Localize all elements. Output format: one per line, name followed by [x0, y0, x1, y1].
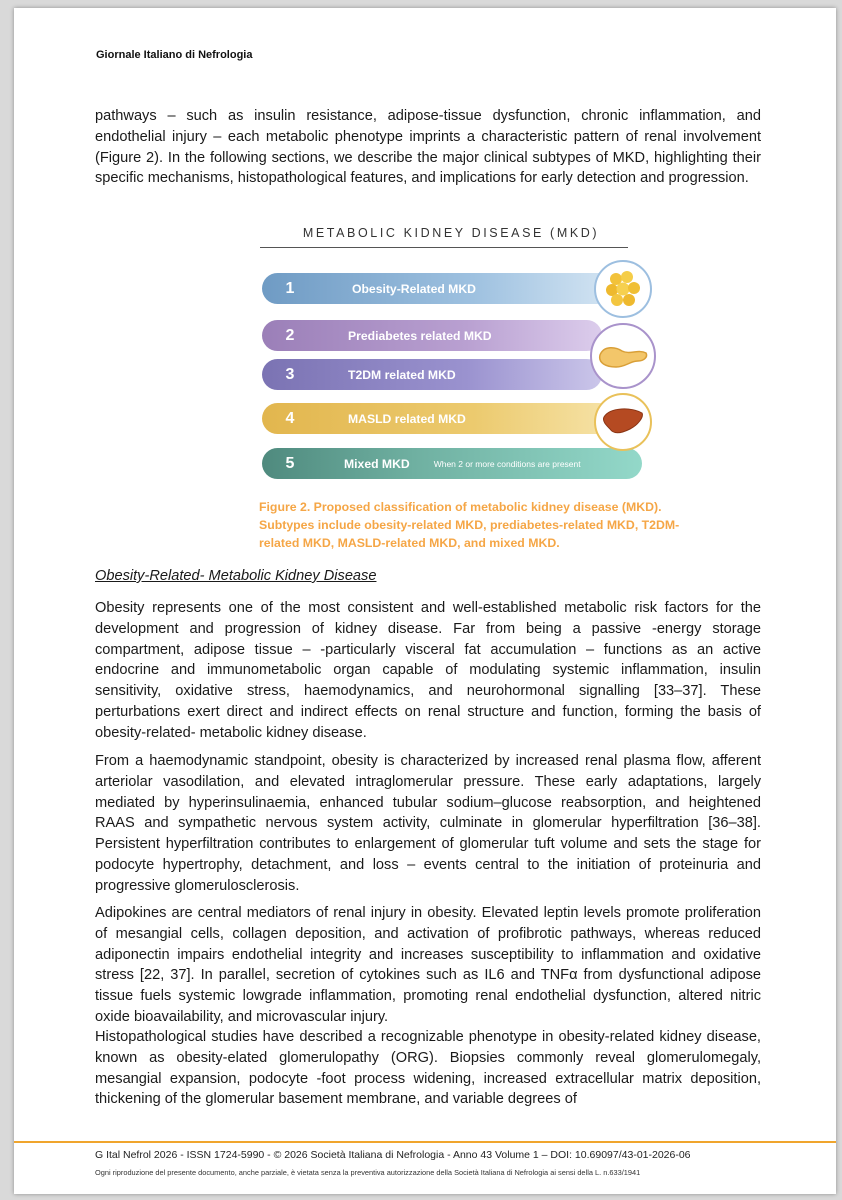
paragraph-4: Histopathological studies have described a recognizable phenotype in obesity-related kidney disease, known as obesity-elated glomerulopathy (ORG). Biopsies commonly reveal glomerulomegaly, mesangial expansion, podocyte -foot process widening, increased extracellular matrix deposition, thickening of the glomerular basement membrane, and variable degrees of	[95, 1029, 761, 1108]
subtype-number: 3	[285, 365, 295, 383]
paragraph-2: From a haemodynamic standpoint, obesity is characterized by increased renal plasma flow, afferent arteriolar vasodilation, and elevated intraglomerular pressure. These early adaptations, largely mediated by hyperinsulinaemia, enhanced tubular sodium–glucose reabsorption, and heightened RAAS and sympathetic nervous system activity, culminate in glomerular hyperfiltration [36–38]. Persistent hyperfiltration contributes to enlargement of glomerular tuft volume and sets the stage for podocyte hypertrophy, detachment, and loss – events central to the initiation of proteinuria and progressive glomerulosclerosis.	[95, 753, 761, 894]
paragraph-3: Adipokines are central mediators of renal injury in obesity. Elevated leptin levels promote proliferation of mesangial cells, collagen deposition, and activation of profibrotic pathways, whereas reduced adiponectin impairs endothelial integrity and increases susceptibility to inflammation and oxidative stress [22, 37]. In parallel, secretion of cytokines such as IL6 and TNFα from dysfunctional adipose tissue fuels systemic lowgrade inflammation, promoting renal endothelial dysfunction, altered nitric oxide bioavailability, and microvascular injury.	[95, 905, 761, 1025]
subtype-number: 2	[285, 326, 295, 344]
subtype-label: Prediabetes related MKD	[348, 328, 492, 343]
footer-copyright-notice: Ogni riproduzione del presente documento, anche parziale, è vietata senza la preventiva autorizzazione della Società Italiana di Nefrologia ai sensi della L. n.633/1941	[95, 1168, 641, 1177]
liver-icon	[594, 393, 652, 451]
subtype-bar-5	[262, 448, 642, 479]
figure-title: METABOLIC KIDNEY DISEASE (MKD)	[302, 226, 600, 240]
subtype-number: 1	[285, 279, 295, 297]
subtype-bar-3	[262, 359, 602, 390]
footer-rule	[14, 1141, 836, 1143]
intro-paragraph: pathways – such as insulin resistance, adipose-tissue dysfunction, chronic inflammation, and endothelial injury – each metabolic phenotype imprints a characteristic pattern of renal involvement (Figure 2). In the following sections, we describe the major clinical subtypes of MKD, highlighting their specific mechanisms, histopathological features, and implications for early detection and progression.	[95, 108, 761, 187]
subtype-label: Obesity-Related MKD	[352, 281, 476, 296]
subtype-bar-4	[262, 403, 614, 434]
fat-cells-icon	[594, 260, 652, 318]
footer-citation: G Ital Nefrol 2026 - ISSN 1724-5990 - © 2026 Società Italiana di Nefrologia - Anno 43 Volume 1 – DOI: 10.69097/43-01-2026-06	[95, 1149, 691, 1161]
figure-caption: Figure 2. Proposed classification of metabolic kidney disease (MKD). Subtypes include obesity-related MKD, prediabetes-related MKD, T2DM-related MKD, MASLD-related MKD, and mixed MKD.	[259, 500, 680, 550]
paragraph-1: Obesity represents one of the most consistent and well-established metabolic risk factors for the development and progression of kidney disease. Far from being a passive -energy storage compartment, adipose tissue – -particularly visceral fat accumulation – functions as an active endocrine and immunometabolic organ capable of modulating systemic inflammation, insulin sensitivity, oxidative stress, haemodynamics, and neurohormonal signalling [33–37]. These perturbations exert direct and indirect effects on renal structure and function, forming the basis of obesity-related- metabolic kidney disease.	[95, 600, 761, 741]
subtype-number: 5	[285, 454, 295, 472]
subtype-bar-2	[262, 320, 602, 351]
subtype-label: Mixed MKD	[344, 456, 410, 471]
figure-title-rule	[260, 247, 628, 248]
subtype-number: 4	[285, 409, 295, 427]
document-page	[14, 8, 836, 1194]
subtype-bar-1	[262, 273, 614, 304]
subtype-label: MASLD related MKD	[348, 411, 466, 426]
journal-header: Giornale Italiano di Nefrologia	[96, 49, 253, 61]
subtype-note: When 2 or more conditions are present	[433, 458, 581, 469]
subtype-label: T2DM related MKD	[348, 367, 456, 382]
section-heading: Obesity-Related- Metabolic Kidney Disease	[95, 568, 377, 584]
pancreas-icon	[590, 323, 656, 389]
figure-2	[246, 223, 642, 483]
